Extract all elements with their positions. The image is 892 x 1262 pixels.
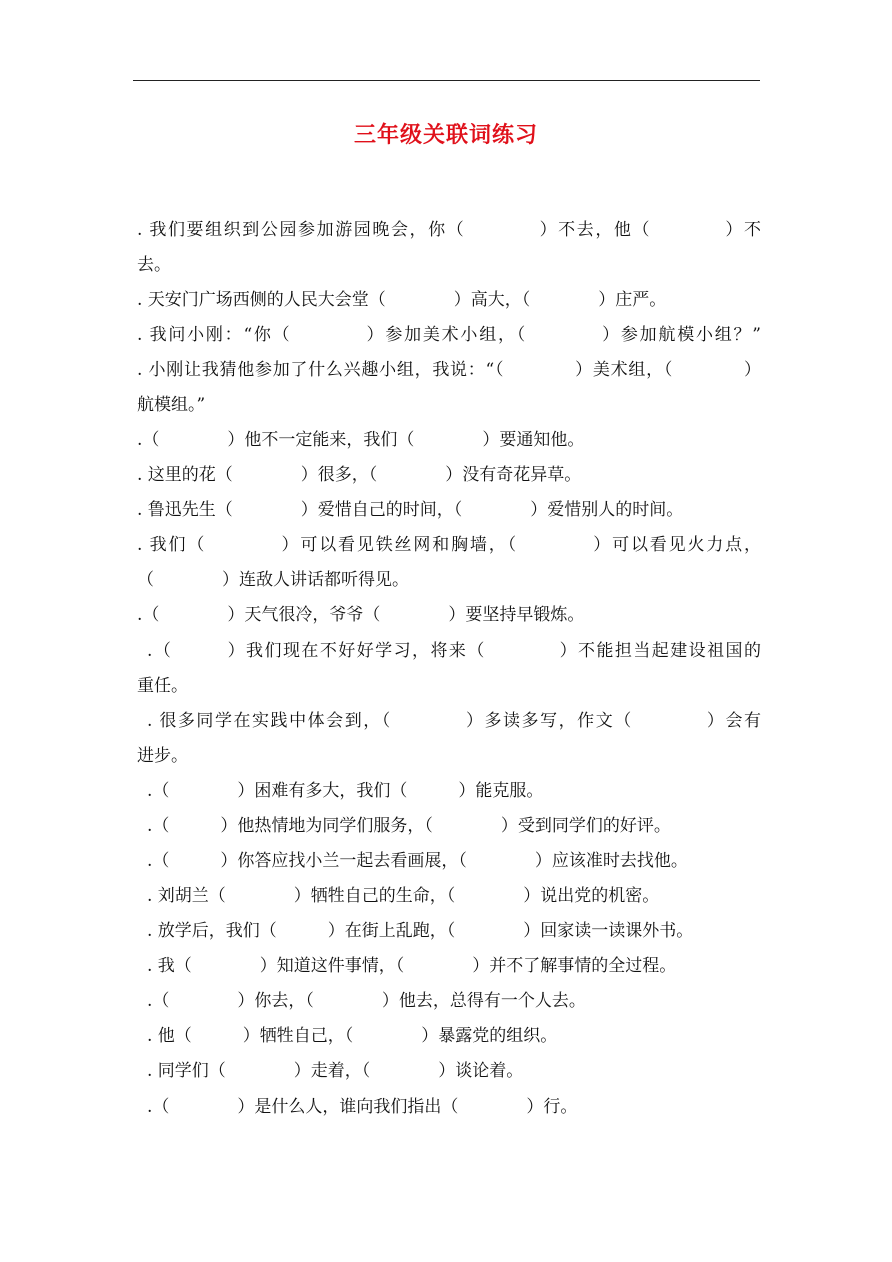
exercise-line: .（ ）你答应找小兰一起去看画展，（ ）应该准时去找他。 [147, 851, 688, 871]
exercise-line: . 我们（ ）可以看见铁丝网和胸墙，（ ）可以看见火力点， [137, 535, 761, 555]
exercise-line: 航模组。” [137, 395, 206, 415]
exercise-line: . 我问小刚：“你（ ）参加美术小组，（ ）参加航模小组？” [137, 325, 761, 345]
header-rule [133, 80, 760, 81]
exercise-line: . 小刚让我猜他参加了什么兴趣小组，我说：“（ ）美术组，（ ） [137, 360, 761, 380]
exercise-line: 去。 [137, 255, 171, 275]
exercise-line: 进步。 [137, 746, 188, 766]
exercise-line: .（ ）他热情地为同学们服务，（ ）受到同学们的好评。 [147, 816, 671, 836]
exercise-line: .（ ）困难有多大，我们（ ）能克服。 [147, 781, 544, 801]
exercise-line: .（ ）他不一定能来，我们（ ）要通知他。 [137, 430, 585, 450]
exercise-line: .（ ）天气很冷，爷爷（ ）要坚持早锻炼。 [137, 605, 585, 625]
exercise-line: . 同学们（ ）走着，（ ）谈论着。 [147, 1061, 524, 1081]
exercise-line: . 这里的花（ ）很多，（ ）没有奇花异草。 [137, 465, 582, 485]
exercise-line: . 刘胡兰（ ）牺牲自己的生命，（ ）说出党的机密。 [147, 886, 660, 906]
exercise-line: （ ）连敌人讲话都听得见。 [137, 570, 409, 590]
exercise-line: . 他（ ）牺牲自己，（ ）暴露党的组织。 [147, 1026, 558, 1046]
exercise-line: 重任。 [137, 676, 188, 696]
page-title: 三年级关联词练习 [353, 123, 538, 148]
exercise-line: . 我们要组织到公园参加游园晚会，你（ ）不去，他（ ）不 [137, 220, 761, 240]
exercise-line: .（ ）我们现在不好好学习，将来（ ）不能担当起建设祖国的 [147, 641, 761, 661]
exercise-line: . 我（ ）知道这件事情，（ ）并不了解事情的全过程。 [147, 956, 677, 976]
exercise-line: . 天安门广场西侧的人民大会堂（ ）高大，（ ）庄严。 [137, 290, 667, 310]
exercise-line: . 鲁迅先生（ ）爱惜自己的时间，（ ）爱惜别人的时间。 [137, 500, 684, 520]
exercise-line: .（ ）是什么人，谁向我们指出（ ）行。 [147, 1097, 578, 1117]
exercise-line: . 很多同学在实践中体会到，（ ）多读多写，作文（ ）会有 [147, 711, 761, 731]
exercise-line: .（ ）你去，（ ）他去，总得有一个人去。 [147, 991, 586, 1011]
exercise-line: . 放学后，我们（ ）在街上乱跑，（ ）回家读一读课外书。 [147, 921, 694, 941]
